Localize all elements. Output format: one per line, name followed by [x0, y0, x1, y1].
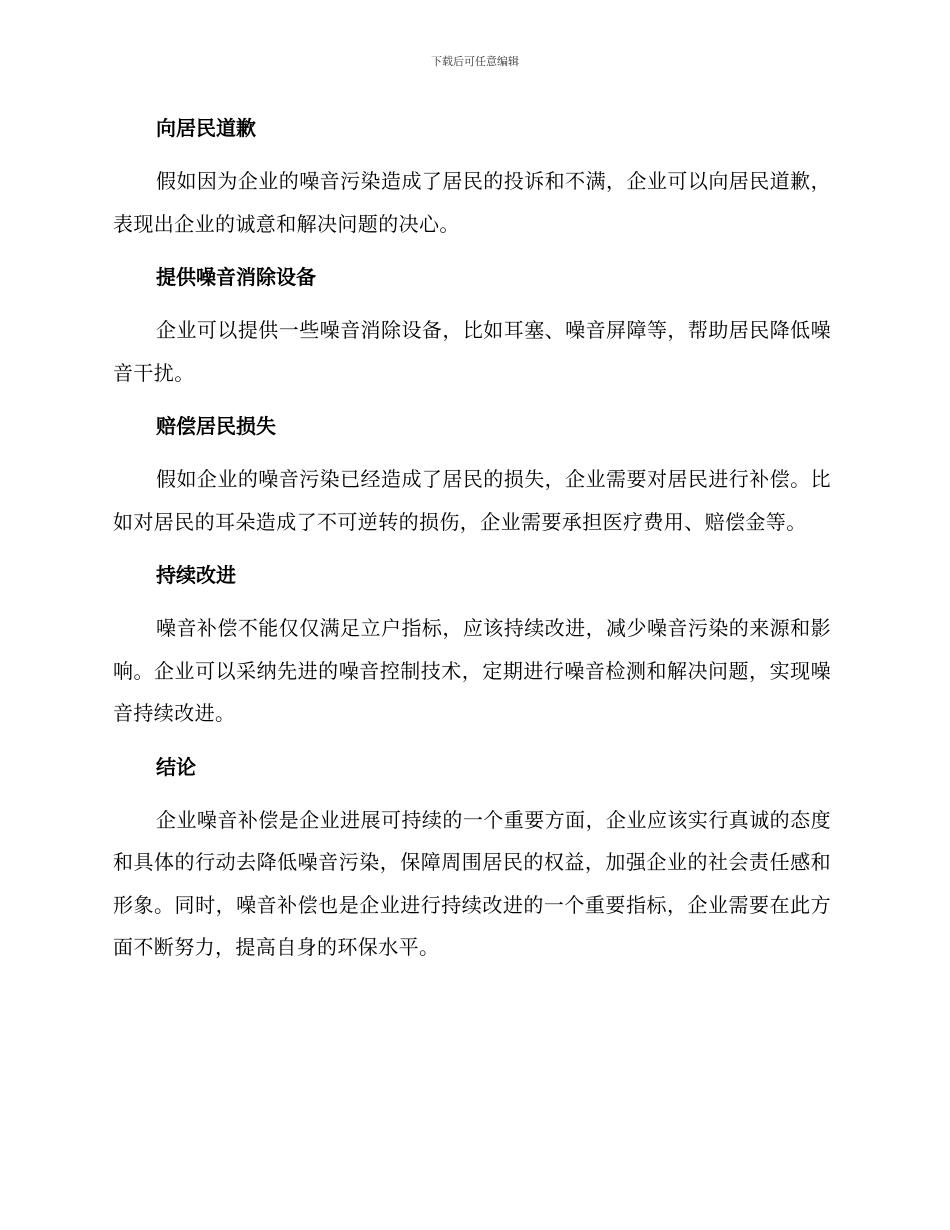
section-heading: 向居民道歉	[156, 116, 256, 140]
section-paragraph: 企业噪音补偿是企业进展可持续的一个重要方面，企业应该实行真诚的态度和具体的行动去降低噪音污染，保障周围居民的权益，加强企业的社会责任感和形象。同时，噪音补偿也是企业进行持续改进的一个重要指标，企业需要在此方面不断努力，提高自身的环保水平。	[113, 807, 831, 959]
section-apologize	[113, 108, 831, 257]
section-noise-devices	[113, 257, 831, 406]
section-paragraph: 噪音补偿不能仅仅满足立户指标，应该持续改进，减少噪音污染的来源和影响。企业可以采纳先进的噪音控制技术，定期进行噪音检测和解决问题，实现噪音持续改进。	[113, 616, 831, 725]
section-heading: 持续改进	[156, 563, 236, 587]
section-compensation	[113, 406, 831, 555]
section-heading: 结论	[156, 754, 196, 779]
section-conclusion	[113, 747, 831, 969]
page-header: 下载后可任意编辑	[431, 55, 519, 68]
section-paragraph: 企业可以提供一些噪音消除设备，比如耳塞、噪音屏障等，帮助居民降低噪音干扰。	[113, 318, 831, 385]
section-paragraph: 假如企业的噪音污染已经造成了居民的损失，企业需要对居民进行补偿。比如对居民的耳朵造成了不可逆转的损伤，企业需要承担医疗费用、赔偿金等。	[113, 467, 831, 534]
section-heading: 赔偿居民损失	[156, 414, 276, 438]
section-continuous-improvement	[113, 555, 831, 747]
document-body	[113, 108, 831, 969]
section-paragraph: 假如因为企业的噪音污染造成了居民的投诉和不满，企业可以向居民道歉，表现出企业的诚意和解决问题的决心。	[113, 169, 831, 236]
section-heading: 提供噪音消除设备	[156, 265, 316, 289]
